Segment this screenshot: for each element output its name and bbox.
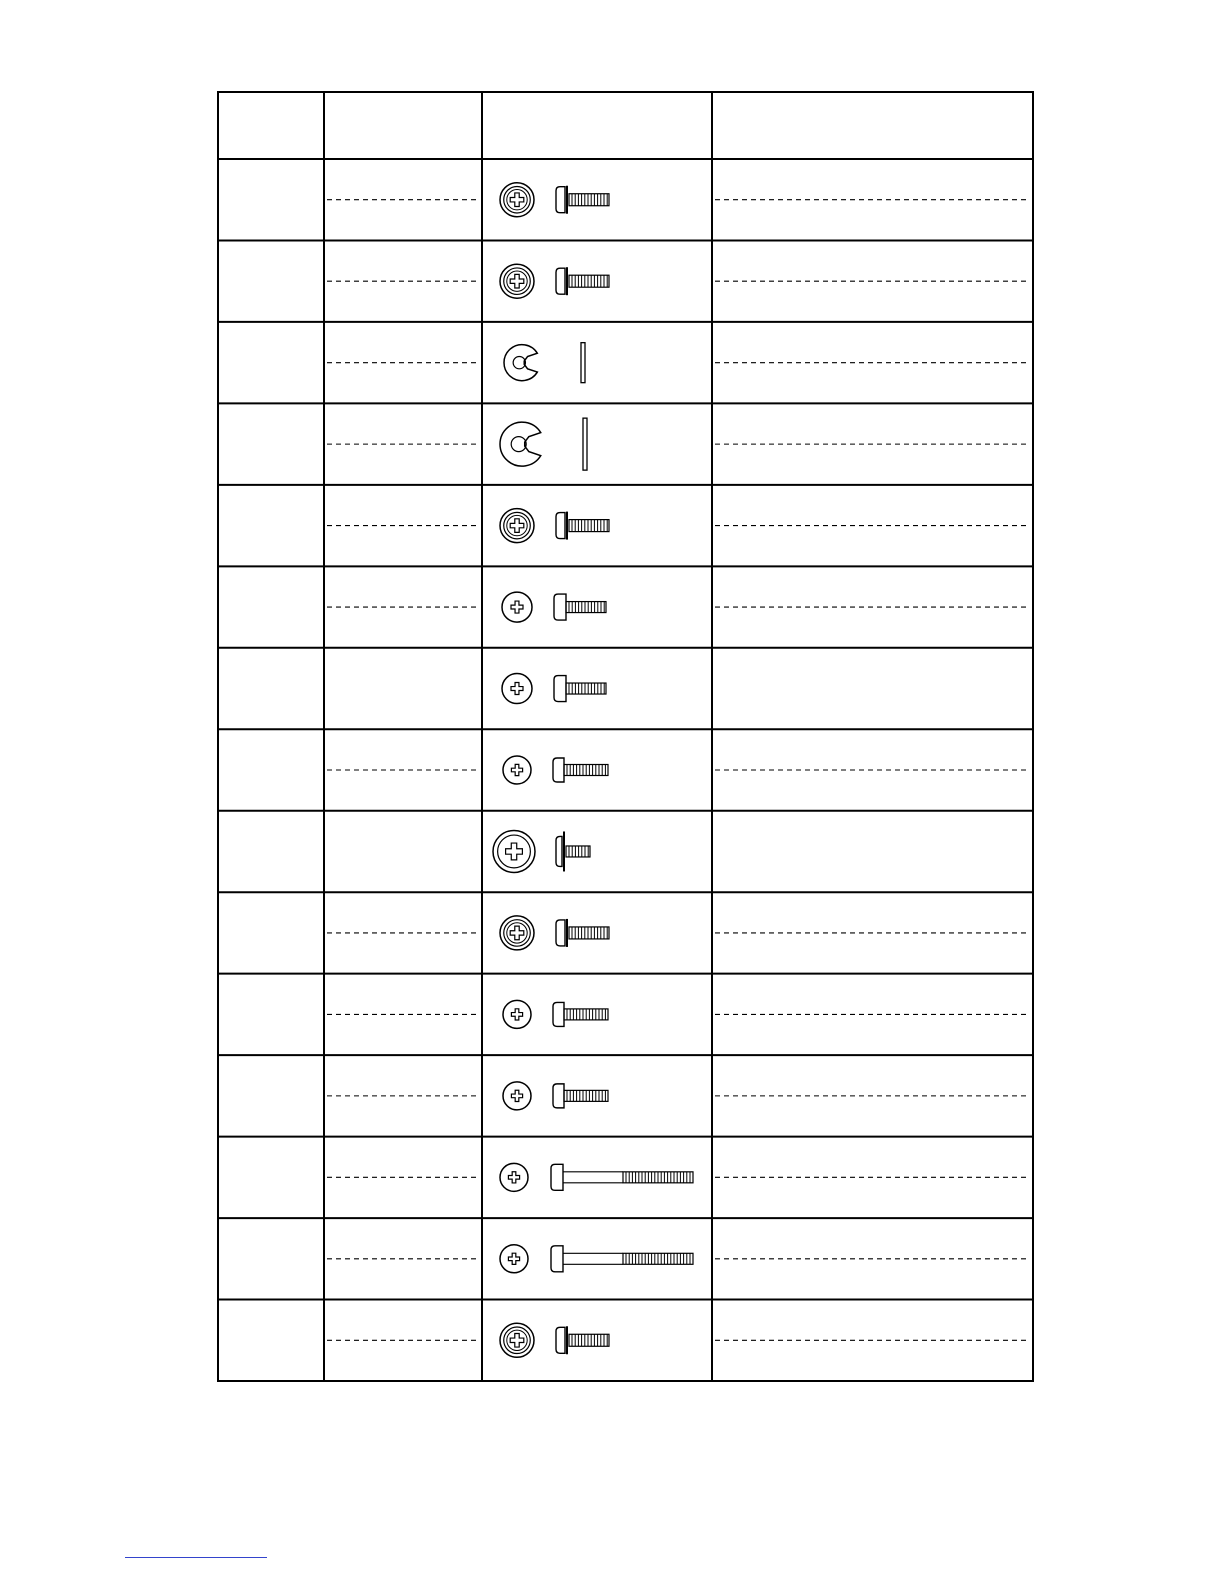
- table-row: [218, 322, 1033, 403]
- table-row: [218, 485, 1033, 566]
- pan-head-tapping-screw-icon: [503, 1082, 608, 1110]
- ref-no-cell: [218, 811, 324, 892]
- ref-no-cell: [218, 403, 324, 484]
- ref-no-cell: [218, 974, 324, 1055]
- pan-head-long-screw-icon: [500, 1163, 693, 1191]
- e-ring-icon: [504, 343, 585, 383]
- table-row: [218, 1218, 1033, 1299]
- flange-head-phillips-screw-icon: [500, 264, 609, 298]
- ref-no-cell: [218, 1137, 324, 1218]
- ref-no-cell: [218, 159, 324, 240]
- ref-no-cell: [218, 485, 324, 566]
- table-row: [218, 974, 1033, 1055]
- ref-no-cell: [218, 566, 324, 647]
- pan-head-long-screw-icon: [500, 1245, 693, 1273]
- ref-no-cell: [218, 1055, 324, 1136]
- flange-head-phillips-screw-icon: [500, 1323, 609, 1357]
- pan-head-phillips-screw-icon: [502, 592, 606, 622]
- table-row: [218, 648, 1033, 729]
- ref-no-cell: [218, 892, 324, 973]
- table-row: [218, 566, 1033, 647]
- ref-no-cell: [218, 648, 324, 729]
- table-row: [218, 811, 1033, 892]
- pan-head-tapping-screw-icon: [503, 1000, 608, 1028]
- ref-no-cell: [218, 1300, 324, 1381]
- table-row: [218, 892, 1033, 973]
- flange-head-phillips-screw-icon: [500, 916, 609, 950]
- table-row: [218, 159, 1033, 240]
- table-row: [218, 403, 1033, 484]
- table-row: [218, 729, 1033, 810]
- table-row: [218, 240, 1033, 321]
- table-row: [218, 1300, 1030, 1381]
- ref-no-cell: [218, 240, 324, 321]
- table-frame: [218, 92, 1033, 1381]
- e-ring-icon: [500, 418, 587, 470]
- ref-no-cell: [218, 322, 324, 403]
- pan-head-tapping-screw-icon: [503, 756, 608, 784]
- table-row: [218, 1137, 1033, 1218]
- flange-head-phillips-screw-icon: [500, 183, 609, 217]
- flange-head-phillips-screw-icon: [500, 509, 609, 543]
- pan-head-phillips-screw-icon: [502, 674, 606, 704]
- footer-rule: [125, 1557, 267, 1558]
- ref-no-cell: [218, 729, 324, 810]
- washer-head-phillips-screw-icon: [493, 830, 590, 872]
- table-row: [218, 1055, 1033, 1136]
- ref-no-cell: [218, 1218, 324, 1299]
